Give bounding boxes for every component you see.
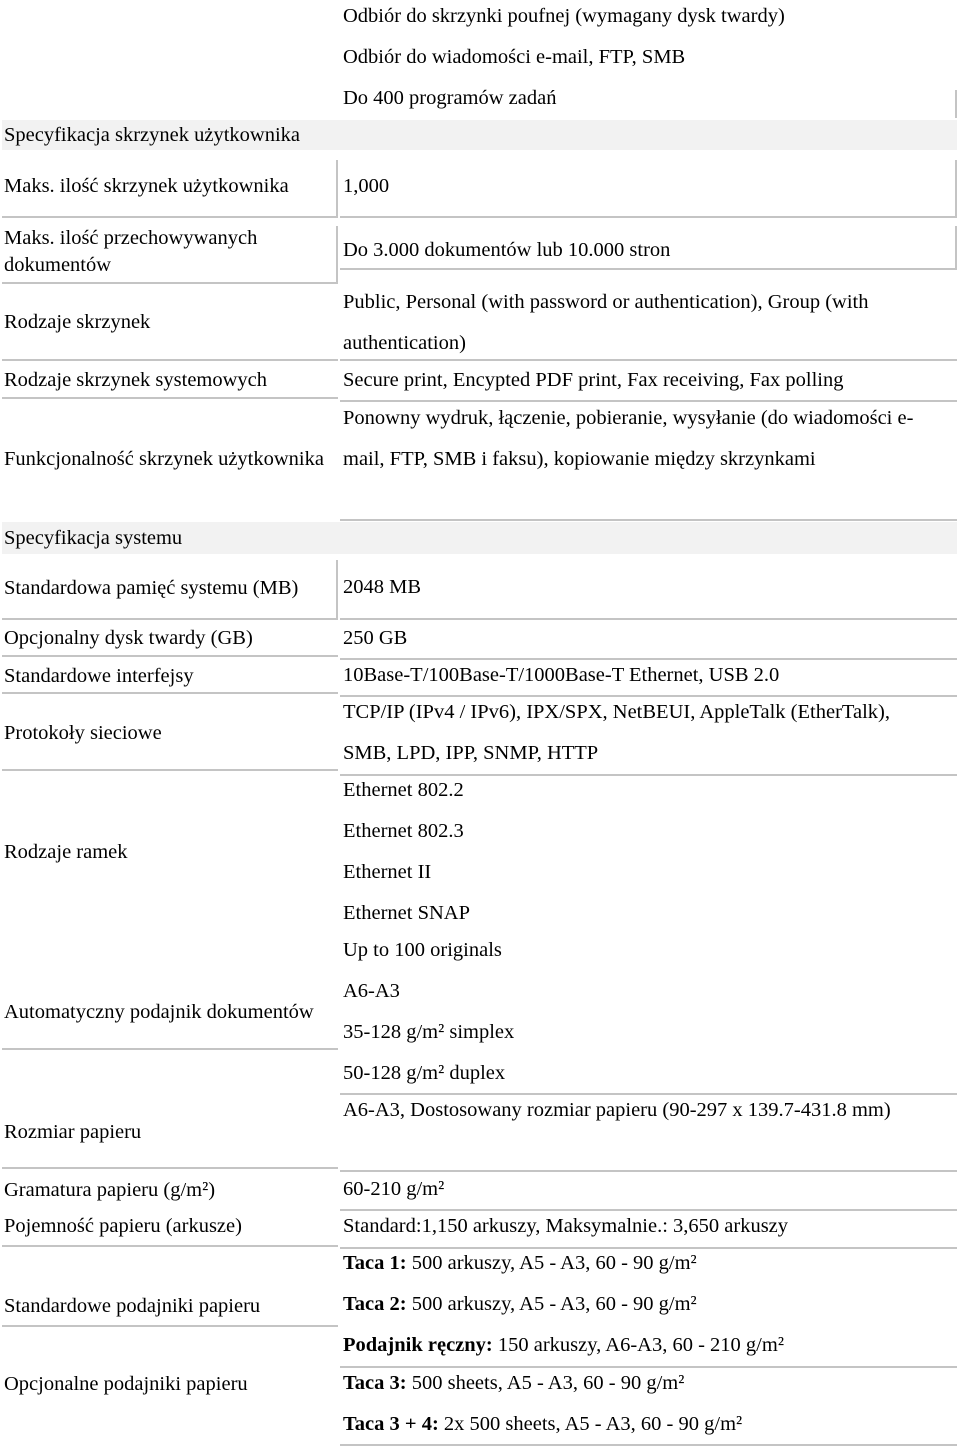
value-memory: 2048 MB: [343, 576, 422, 598]
value-paper-size: A6-A3, Dostosowany rozmiar papieru (90-297 x 139.7-431.8 mm): [343, 1099, 891, 1121]
tray-spec: 150 arkuszy, A6-A3, 60 - 210 g/m²: [492, 1334, 784, 1356]
value-frame-1: Ethernet 802.2: [343, 779, 464, 801]
row-divider: [2, 1048, 338, 1050]
label-std-trays: Standardowe podajniki papieru: [4, 1294, 261, 1317]
value-frame-4: Ethernet SNAP: [343, 902, 470, 924]
row-divider: [340, 774, 957, 776]
column-border: [336, 160, 338, 216]
row-divider: [2, 282, 338, 284]
row-divider: [340, 268, 957, 270]
label-opt-trays: Opcjonalne podajniki papieru: [4, 1372, 248, 1395]
label-paper-size: Rozmiar papieru: [4, 1120, 142, 1143]
label-frames: Rodzaje ramek: [4, 840, 128, 863]
column-border: [336, 560, 338, 618]
value-adf-3: 35-128 g/m² simplex: [343, 1021, 515, 1043]
label-max-boxes: Maks. ilość skrzynek użytkownika: [4, 174, 289, 197]
row-divider: [2, 359, 338, 361]
value-box-types: Public, Personal (with password or authentication), Group (with authentication): [343, 291, 869, 354]
label-protocols: Protokoły sieciowe: [4, 721, 162, 744]
row-divider: [340, 519, 957, 521]
tray-spec: 500 arkuszy, A5 - A3, 60 - 90 g/m²: [406, 1293, 697, 1315]
value-system-box-types: Secure print, Encypted PDF print, Fax receiving, Fax polling: [343, 369, 844, 391]
value-protocols: TCP/IP (IPv4 / IPv6), IPX/SPX, NetBEUI, AppleTalk (EtherTalk), SMB, LPD, IPP, SNMP, HTTP: [343, 701, 890, 764]
value-paper-weight: 60-210 g/m²: [343, 1178, 445, 1200]
label-adf: Automatyczny podajnik dokumentów: [4, 1000, 314, 1023]
row-divider: [340, 1366, 957, 1368]
column-border: [336, 226, 338, 282]
row-divider: [2, 618, 338, 620]
row-divider: [340, 1170, 957, 1172]
row-divider: [340, 618, 957, 620]
label-box-functions: Funkcjonalność skrzynek użytkownika: [4, 447, 324, 470]
row-divider: [2, 769, 338, 771]
section-heading-system-spec: Specyfikacja systemu: [4, 526, 183, 549]
value-adf-4: 50-128 g/m² duplex: [343, 1062, 506, 1084]
row-divider: [340, 1444, 957, 1446]
value-std-tray-3: [343, 1325, 948, 1366]
value-box-functions: Ponowny wydruk, łączenie, pobieranie, wysyłanie (do wiadomości e-mail, FTP, SMB i faksu), kopiowanie między skrzynkami: [343, 407, 914, 470]
value-top-3: Do 400 programów zadań: [343, 87, 557, 109]
label-paper-weight: Gramatura papieru (g/m²): [4, 1178, 216, 1201]
value-adf-2: A6-A3: [343, 980, 400, 1002]
tray-name: Taca 3:: [343, 1372, 407, 1394]
value-top-2: Odbiór do wiadomości e-mail, FTP, SMB: [343, 46, 686, 68]
tray-name: Podajnik ręczny:: [343, 1334, 493, 1356]
value-opt-tray-2: [343, 1404, 948, 1445]
tray-name: Taca 2:: [343, 1293, 407, 1315]
tray-spec: 500 sheets, A5 - A3, 60 - 90 g/m²: [406, 1372, 685, 1394]
row-divider: [340, 1247, 957, 1249]
tray-name: Taca 3 + 4:: [343, 1413, 439, 1435]
value-frame-3: Ethernet II: [343, 861, 432, 883]
row-divider: [2, 692, 338, 694]
tray-name: Taca 1:: [343, 1252, 407, 1274]
value-paper-capacity: Standard:1,150 arkuszy, Maksymalnie.: 3,650 arkuszy: [343, 1215, 789, 1237]
row-divider: [340, 1209, 957, 1211]
label-hdd: Opcjonalny dysk twardy (GB): [4, 626, 253, 649]
column-border: [955, 226, 957, 268]
row-divider: [340, 1093, 957, 1095]
label-system-box-types: Rodzaje skrzynek systemowych: [4, 368, 268, 391]
row-divider: [340, 658, 957, 660]
row-divider: [2, 1245, 338, 1247]
value-hdd: 250 GB: [343, 627, 408, 649]
row-divider: [340, 359, 957, 361]
value-max-boxes: 1,000: [343, 175, 390, 197]
row-divider: [340, 400, 957, 402]
value-max-docs: Do 3.000 dokumentów lub 10.000 stron: [343, 239, 671, 261]
row-divider: [2, 216, 338, 218]
label-interfaces: Standardowe interfejsy: [4, 664, 194, 687]
value-adf-1: Up to 100 originals: [343, 939, 502, 961]
tray-spec: 500 arkuszy, A5 - A3, 60 - 90 g/m²: [406, 1252, 697, 1274]
label-memory: Standardowa pamięć systemu (MB): [4, 576, 299, 599]
column-border: [955, 90, 957, 118]
row-divider: [340, 216, 957, 218]
value-opt-tray-1: [343, 1363, 948, 1404]
value-std-tray-1: [343, 1243, 948, 1284]
value-std-tray-2: [343, 1284, 948, 1325]
row-divider: [2, 655, 338, 657]
section-heading-box-spec: Specyfikacja skrzynek użytkownika: [4, 123, 301, 146]
value-frame-2: Ethernet 802.3: [343, 820, 464, 842]
tray-spec: 2x 500 sheets, A5 - A3, 60 - 90 g/m²: [438, 1413, 743, 1435]
value-interfaces: 10Base-T/100Base-T/1000Base-T Ethernet, USB 2.0: [343, 664, 780, 686]
column-border: [955, 160, 957, 216]
row-divider: [2, 1325, 338, 1327]
row-divider: [340, 695, 957, 697]
label-max-docs: Maks. ilość przechowywanych dokumentów: [4, 227, 258, 276]
row-divider: [2, 397, 338, 399]
label-paper-capacity: Pojemność papieru (arkusze): [4, 1214, 242, 1237]
value-top-1: Odbiór do skrzynki poufnej (wymagany dysk twardy): [343, 5, 785, 27]
row-divider: [2, 1167, 338, 1169]
label-box-types: Rodzaje skrzynek: [4, 310, 151, 333]
